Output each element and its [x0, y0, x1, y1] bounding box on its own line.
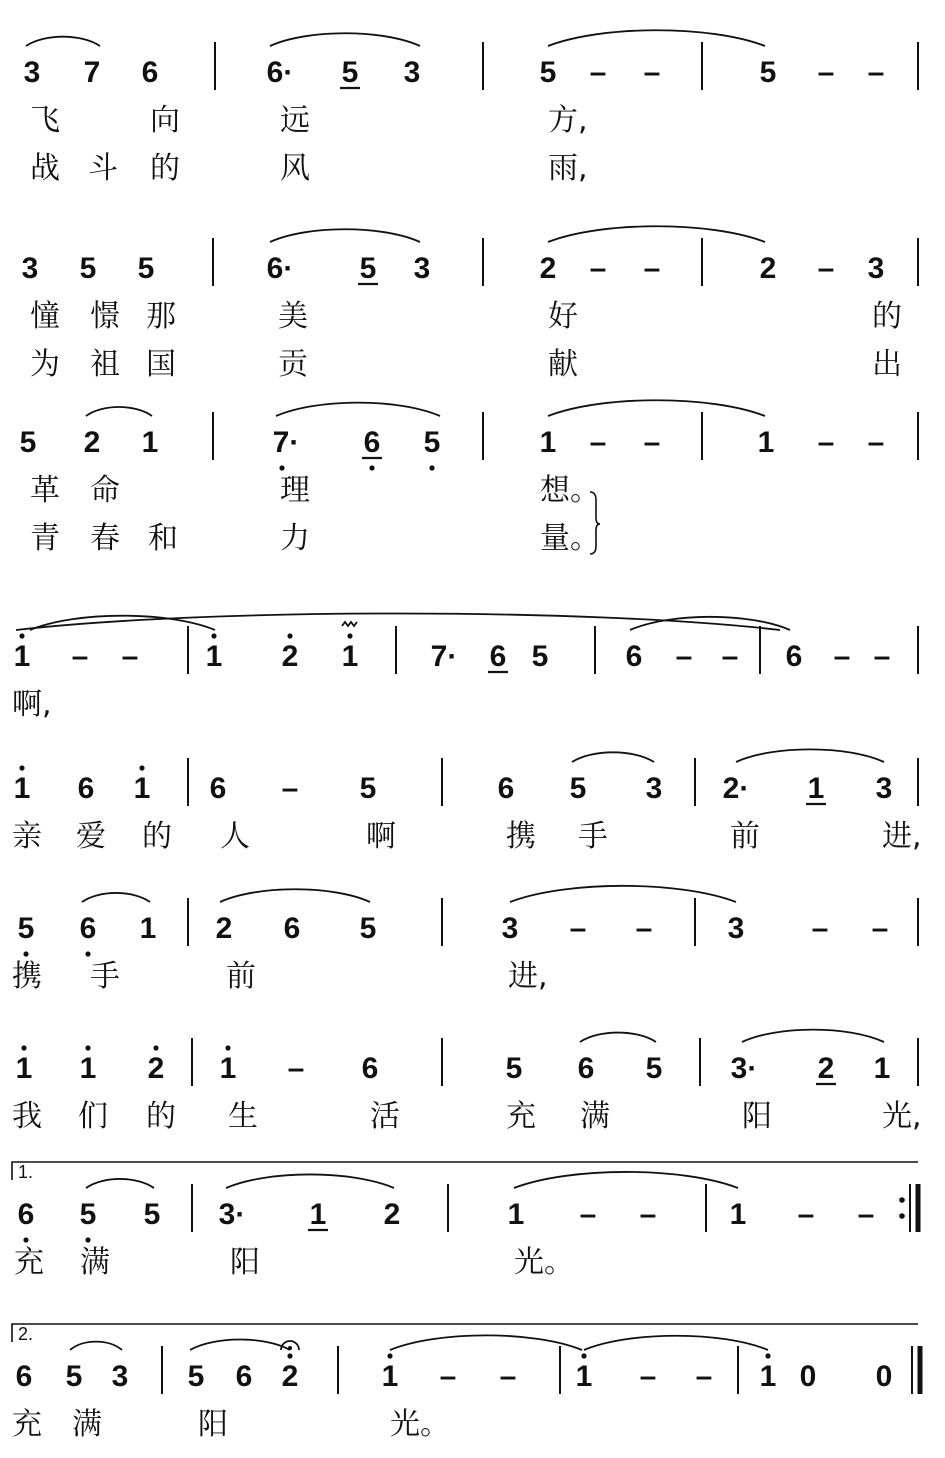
lyric-text: 雨, [548, 151, 588, 186]
note: 6 [497, 772, 515, 805]
note: – [71, 640, 89, 673]
lyric-text: 前 [226, 959, 256, 994]
lyric-text: 美 [278, 299, 308, 334]
lyric-text: 青 [30, 521, 60, 556]
lyric-text: 和 [148, 521, 178, 556]
slur [220, 889, 370, 902]
lyric-text: 充 [12, 1407, 42, 1442]
note: 5 [759, 56, 777, 89]
note: 1 [141, 426, 159, 459]
slur [276, 403, 440, 416]
upper-octave-dot [581, 1353, 586, 1358]
slur [510, 886, 736, 902]
lyric-text: 充 [14, 1245, 44, 1280]
slur [736, 749, 884, 762]
slur [548, 400, 765, 416]
note: – [439, 1360, 457, 1393]
lyric-text: 手 [578, 819, 608, 854]
note: 3 [21, 252, 39, 285]
lyric-text: 活 [370, 1099, 400, 1134]
lyric-text: 爱 [76, 819, 106, 854]
note: – [499, 1360, 517, 1393]
slur [548, 30, 765, 46]
note: 3 [413, 252, 431, 285]
note: 5 [359, 912, 377, 945]
note: – [639, 1198, 657, 1231]
lyric-text: 啊, [12, 687, 52, 722]
note: 2 [83, 426, 101, 459]
lyric-text: 风 [280, 151, 310, 186]
lyric-text: 那 [146, 299, 176, 334]
note: – [811, 912, 829, 945]
note: 1 [205, 640, 223, 673]
note: 6· [266, 252, 294, 285]
note: 5 [79, 1198, 97, 1231]
note: 1 [729, 1198, 747, 1231]
note: 6· [266, 56, 294, 89]
note: 1 [79, 1052, 97, 1085]
lyric-text: 满 [580, 1099, 610, 1134]
note: 1 [539, 426, 557, 459]
note: 1 [341, 640, 359, 673]
lyric-text: 国 [146, 347, 176, 382]
note: – [675, 640, 693, 673]
slur [270, 229, 420, 242]
lyric-text: 飞 [30, 103, 60, 138]
upper-octave-dot [153, 1045, 158, 1050]
note: – [797, 1198, 815, 1231]
lyric-text: 光。 [390, 1407, 450, 1442]
lyric-text: 手 [90, 959, 120, 994]
note: 2 [383, 1198, 401, 1231]
note: 7· [272, 426, 300, 459]
lyric-text: 革 [30, 473, 60, 508]
note: 0 [875, 1360, 893, 1393]
note: 1 [575, 1360, 593, 1393]
note: 5 [531, 640, 549, 673]
lower-octave-dot [279, 465, 284, 470]
note: 6 [577, 1052, 595, 1085]
note: 5 [423, 426, 441, 459]
lyric-text: 亲 [12, 819, 42, 854]
note: 1 [757, 426, 775, 459]
note: 5 [187, 1360, 205, 1393]
note: 5 [359, 252, 377, 285]
note: 6 [785, 640, 803, 673]
upper-octave-dot [19, 765, 24, 770]
lyric-text: 阳 [230, 1245, 260, 1280]
lyric-text: 力 [280, 521, 310, 556]
slur [584, 1336, 768, 1350]
repeat-dot [899, 1197, 905, 1203]
volta-bracket [12, 1162, 918, 1180]
lyric-text: 阳 [742, 1099, 772, 1134]
upper-octave-dot [85, 1045, 90, 1050]
slur [580, 1033, 656, 1042]
note: 5 [505, 1052, 523, 1085]
note: 1 [309, 1198, 327, 1231]
lyric-text: 好 [548, 299, 578, 334]
slur [548, 226, 765, 242]
lyric-text: 远 [280, 103, 310, 138]
note: – [871, 912, 889, 945]
note: – [579, 1198, 597, 1231]
lyric-text: 我 [12, 1099, 42, 1134]
lyric-text: 理 [280, 473, 310, 508]
lyric-text: 出 [872, 347, 902, 382]
lyric-text: 憬 [90, 299, 120, 334]
note: – [589, 252, 607, 285]
note: 2 [759, 252, 777, 285]
note: – [569, 912, 587, 945]
note: 6 [235, 1360, 253, 1393]
note: 5 [645, 1052, 663, 1085]
lyric-text: 生 [228, 1099, 258, 1134]
note: 5 [17, 912, 35, 945]
note: – [287, 1052, 305, 1085]
lyric-text: 祖 [90, 347, 120, 382]
note: 2 [817, 1052, 835, 1085]
note: 2 [281, 640, 299, 673]
slur [82, 893, 150, 902]
note: – [857, 1198, 875, 1231]
note: 3 [645, 772, 663, 805]
note: 1 [13, 640, 31, 673]
slur [26, 37, 100, 46]
upper-octave-dot [765, 1353, 770, 1358]
upper-octave-dot [287, 1353, 292, 1358]
lyric-text: 向 [150, 103, 180, 138]
lyric-text: 携 [506, 819, 536, 854]
note: 5 [79, 252, 97, 285]
lyric-text: 进, [882, 819, 922, 854]
lyric-text: 光, [882, 1099, 922, 1134]
note: 1 [873, 1052, 891, 1085]
note: – [817, 56, 835, 89]
note: 3 [867, 252, 885, 285]
lower-octave-dot [85, 951, 90, 956]
note: 3 [875, 772, 893, 805]
note: 3 [403, 56, 421, 89]
slur [572, 752, 654, 762]
lyric-text: 憧 [30, 299, 60, 334]
lyric-text: 献 [548, 347, 578, 382]
trill-mark [342, 622, 357, 626]
lyric-text: 的 [146, 1099, 176, 1134]
lyric-text: 满 [72, 1407, 102, 1442]
upper-octave-dot [287, 633, 292, 638]
lower-octave-dot [85, 1237, 90, 1242]
note: 1 [381, 1360, 399, 1393]
note: – [867, 56, 885, 89]
note: 6 [361, 1052, 379, 1085]
note: 5 [19, 426, 37, 459]
note: – [873, 640, 891, 673]
note: 3 [23, 56, 41, 89]
note: 5 [341, 56, 359, 89]
note: 5 [65, 1360, 83, 1393]
note: 6 [283, 912, 301, 945]
note: 1 [139, 912, 157, 945]
note: 6 [625, 640, 643, 673]
note: 1 [15, 1052, 33, 1085]
note: 2 [281, 1360, 299, 1393]
note: 6 [15, 1360, 33, 1393]
lower-octave-dot [23, 1237, 28, 1242]
note: 3 [727, 912, 745, 945]
lyric-text: 阳 [198, 1407, 228, 1442]
note: 5 [359, 772, 377, 805]
note: 3 [111, 1360, 129, 1393]
lower-octave-dot [23, 951, 28, 956]
note: 1 [759, 1360, 777, 1393]
note: 2 [147, 1052, 165, 1085]
upper-octave-dot [225, 1045, 230, 1050]
note: 6 [209, 772, 227, 805]
note: – [121, 640, 139, 673]
lyric-text: 方, [548, 103, 588, 138]
note: 3· [218, 1198, 246, 1231]
note: 2 [539, 252, 557, 285]
volta-label: 2. [18, 1324, 34, 1344]
lyric-text: 春 [90, 521, 120, 556]
lyric-text: 斗 [88, 151, 118, 186]
slur [514, 1172, 738, 1188]
note: – [643, 252, 661, 285]
lyric-text: 人 [220, 819, 250, 854]
note: 2 [215, 912, 233, 945]
repeat-dot [899, 1213, 905, 1219]
lyric-text: 充 [506, 1099, 536, 1134]
lyric-text: 满 [80, 1245, 110, 1280]
note: 1 [219, 1052, 237, 1085]
note: – [635, 912, 653, 945]
lyric-text: 战 [30, 151, 60, 186]
volta-label: 1. [18, 1162, 34, 1182]
note: – [589, 426, 607, 459]
note: 6 [17, 1198, 35, 1231]
note: – [695, 1360, 713, 1393]
upper-octave-dot [211, 633, 216, 638]
note: 5 [137, 252, 155, 285]
lyric-text: 想。 [540, 473, 600, 508]
note: 3 [501, 912, 519, 945]
note: – [643, 56, 661, 89]
slur [390, 1335, 582, 1350]
upper-octave-dot [347, 633, 352, 638]
note: – [639, 1360, 657, 1393]
upper-octave-dot [19, 633, 24, 638]
note: 7 [83, 56, 101, 89]
upper-octave-dot [21, 1045, 26, 1050]
note: 6 [489, 640, 507, 673]
note: 2· [722, 772, 750, 805]
note: 6 [363, 426, 381, 459]
note: – [721, 640, 739, 673]
note: 1 [507, 1198, 525, 1231]
lyric-text: 光。 [514, 1245, 574, 1280]
lyric-text: 为 [30, 347, 60, 382]
lyric-text: 前 [730, 819, 760, 854]
slur [86, 407, 152, 416]
upper-octave-dot [139, 765, 144, 770]
note: 6 [79, 912, 97, 945]
lyric-text: 贡 [278, 347, 308, 382]
note: 6 [77, 772, 95, 805]
note: – [817, 426, 835, 459]
slur [190, 1340, 290, 1351]
note: – [867, 426, 885, 459]
slur [86, 1179, 154, 1188]
slur [70, 1342, 122, 1350]
note: 7· [430, 640, 458, 673]
note: 1 [807, 772, 825, 805]
lyric-text: 命 [90, 473, 120, 508]
lyric-text: 携 [12, 959, 42, 994]
upper-octave-dot [387, 1353, 392, 1358]
slur [270, 33, 420, 46]
lyric-text: 进, [508, 959, 548, 994]
lower-octave-dot [429, 465, 434, 470]
lyric-text: 量。 [540, 521, 600, 556]
note: 6 [141, 56, 159, 89]
lyric-text: 的 [150, 151, 180, 186]
note: 5 [143, 1198, 161, 1231]
note: 5 [569, 772, 587, 805]
slur [742, 1030, 884, 1042]
volta-bracket [12, 1324, 918, 1342]
note: 1 [133, 772, 151, 805]
lyric-text: 们 [78, 1099, 108, 1134]
note: – [643, 426, 661, 459]
note: – [817, 252, 835, 285]
note: – [833, 640, 851, 673]
note: 5 [539, 56, 557, 89]
lyric-text: 啊 [366, 819, 396, 854]
note: – [281, 772, 299, 805]
slur [226, 1174, 394, 1188]
note: – [589, 56, 607, 89]
lyric-text: 的 [142, 819, 172, 854]
note: 3· [730, 1052, 758, 1085]
lower-octave-dot [369, 465, 374, 470]
note: 0 [799, 1360, 817, 1393]
lyric-text: 的 [872, 299, 902, 334]
note: 1 [13, 772, 31, 805]
